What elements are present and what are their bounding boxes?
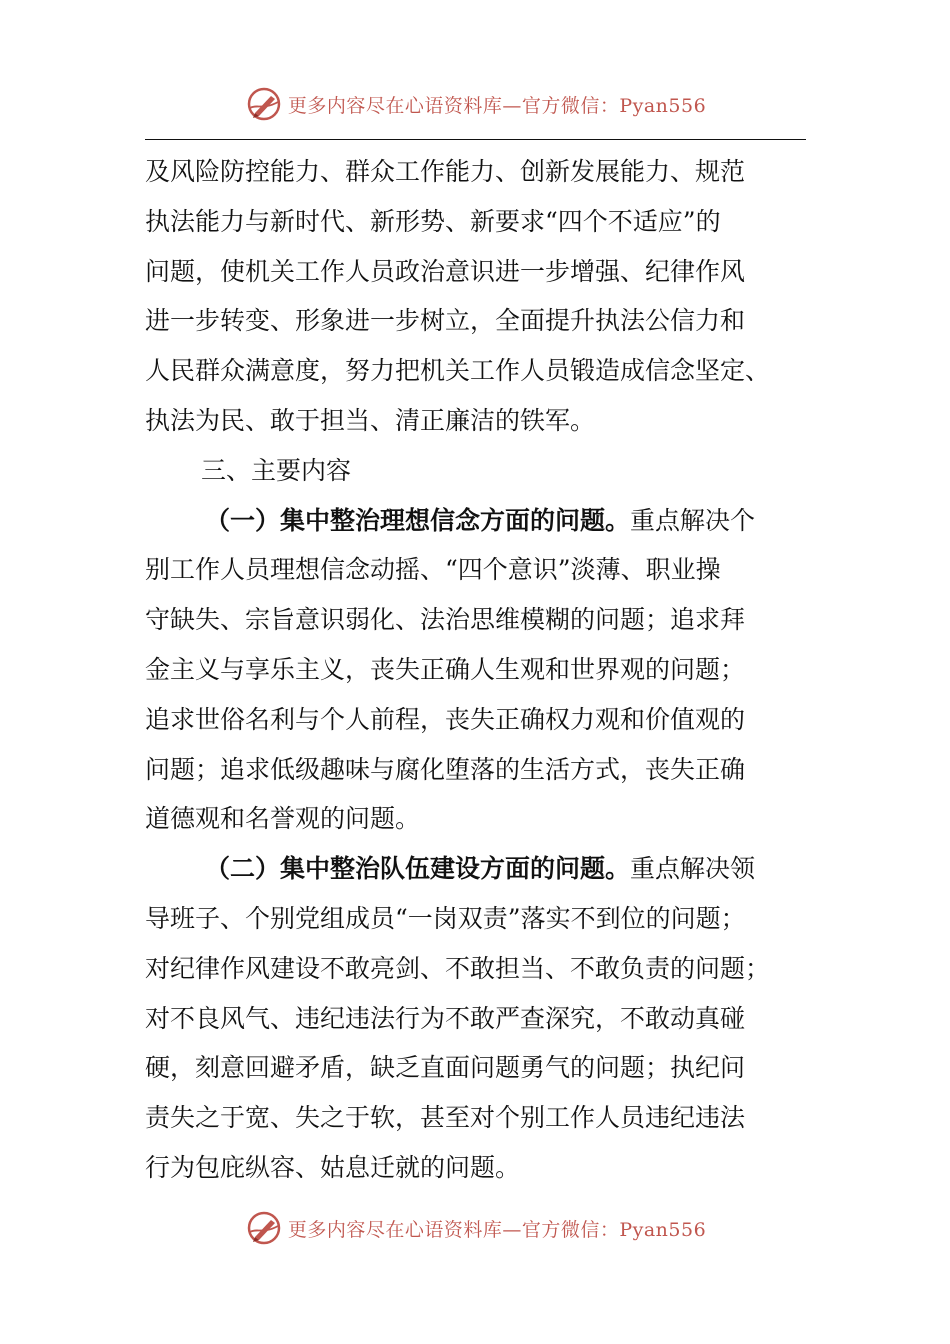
header-divider xyxy=(145,139,806,140)
item2-line: 行为包庇纵容、姑息迁就的问题。 xyxy=(145,1152,521,1182)
item2-first-line xyxy=(145,844,825,894)
section-heading: 三、主要内容 xyxy=(201,455,352,485)
item1-text: 重点解决个 xyxy=(630,505,756,535)
item1-title: （一）集中整治理想信念方面的问题。 xyxy=(205,505,631,535)
body-line: 问题，使机关工作人员政治意识进一步增强、纪律作风 xyxy=(145,256,746,286)
item1-line: 道德观和名誉观的问题。 xyxy=(145,804,421,834)
body-line: 及风险防控能力、群众工作能力、创新发展能力、规范 xyxy=(145,157,746,186)
item2-title: （二）集中整治队伍建设方面的问题。 xyxy=(205,854,631,884)
body-line: 执法能力与新时代、新形势、新要求“四个不适应”的 xyxy=(145,206,721,236)
item1-line: 问题；追求低级趣味与腐化堕落的生活方式，丧失正确 xyxy=(145,754,746,784)
footer-banner-text: 更多内容尽在心语资料库—官方微信：Pyan556 xyxy=(287,1218,707,1241)
item1-line: 追求世俗名利与个人前程，丧失正确权力观和价值观的 xyxy=(145,704,746,734)
pen-logo-icon xyxy=(244,1208,284,1248)
item1-first-line xyxy=(145,496,825,546)
header-banner xyxy=(0,82,950,126)
item1-line: 守缺失、宗旨意识弱化、法治思维模糊的问题；追求拜 xyxy=(145,605,746,635)
pen-logo-icon xyxy=(244,84,284,124)
body-line: 进一步转变、形象进一步树立，全面提升执法公信力和 xyxy=(145,306,746,336)
footer-banner xyxy=(0,1206,950,1250)
item2-line: 导班子、个别党组成员“一岗双责”落实不到位的问题； xyxy=(145,903,746,933)
item1-line: 金主义与享乐主义，丧失正确人生观和世界观的问题； xyxy=(145,654,746,684)
item2-line: 对纪律作风建设不敢亮剑、不敢担当、不敢负责的问题； xyxy=(145,953,771,983)
item2-line: 对不良风气、违纪违法行为不敢严查深究，不敢动真碰 xyxy=(145,1003,746,1033)
header-banner-text: 更多内容尽在心语资料库—官方微信：Pyan556 xyxy=(287,94,707,117)
body-line: 执法为民、敢于担当、清正廉洁的铁军。 xyxy=(145,405,596,435)
document-body xyxy=(145,147,825,1193)
item2-text: 重点解决领 xyxy=(630,854,756,884)
item2-line: 硬，刻意回避矛盾，缺乏直面问题勇气的问题；执纪问 xyxy=(145,1053,746,1083)
body-line: 人民群众满意度，努力把机关工作人员锻造成信念坚定、 xyxy=(145,356,771,386)
item1-line: 别工作人员理想信念动摇、“四个意识”淡薄、职业操 xyxy=(145,555,721,585)
item2-line: 责失之于宽、失之于软，甚至对个别工作人员违纪违法 xyxy=(145,1103,746,1133)
